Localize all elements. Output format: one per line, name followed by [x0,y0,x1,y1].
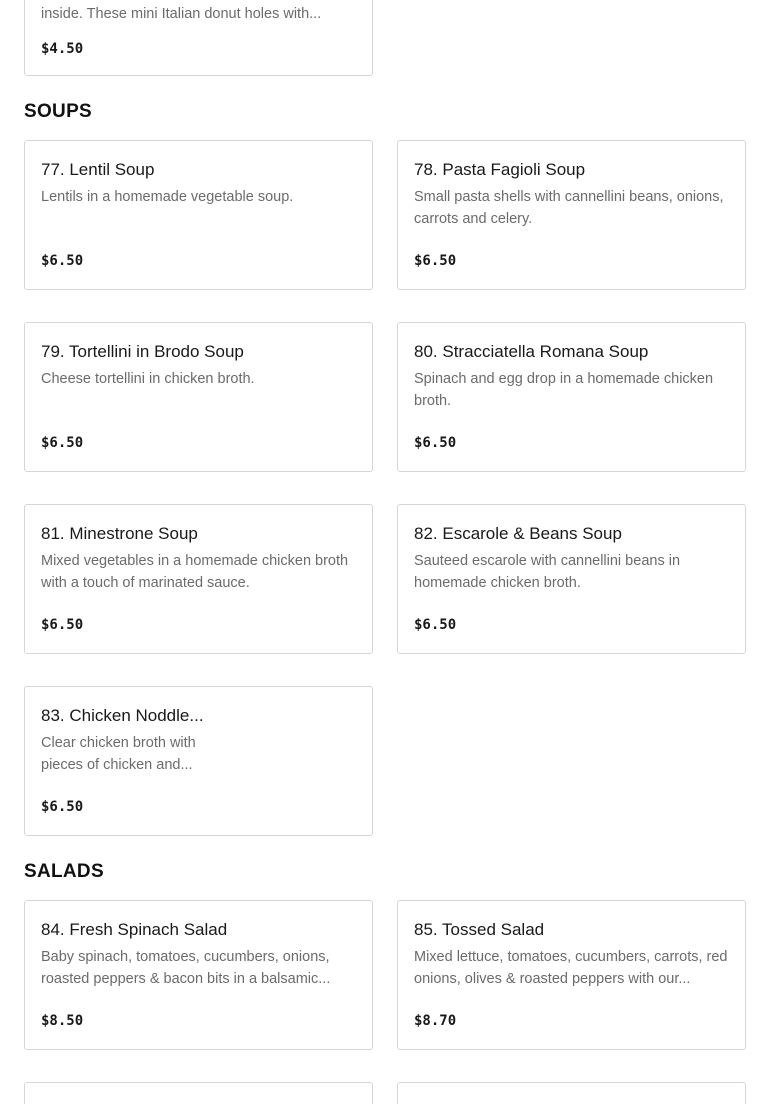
item-name: 81. Minestrone Soup [41,524,198,543]
item-name: 78. Pasta Fagioli Soup [414,160,586,179]
menu-item-card[interactable] [24,686,373,836]
menu-item-card[interactable] [24,1082,373,1104]
item-description-line: pieces of chicken and... [41,757,193,773]
item-name: 77. Lentil Soup [41,160,155,179]
item-name: 82. Escarole & Beans Soup [414,524,622,543]
menu-item-card[interactable] [397,900,746,1050]
item-price: $6.50 [41,435,84,451]
item-description: Small pasta shells with cannellini beans, onions, carrots and celery. [414,189,724,227]
item-price: $6.50 [41,799,84,815]
item-description: Baby spinach, tomatoes, cucumbers, onions, roasted peppers & bacon bits in a balsamic... [41,949,331,987]
item-description: Lentils in a homemade vegetable soup. [41,189,294,205]
menu-item-card[interactable] [397,322,746,472]
item-name: 84. Fresh Spinach Salad [41,920,228,939]
item-price: $4.50 [41,41,84,57]
item-description [41,732,356,776]
item-name: 85. Tossed Salad [414,920,545,939]
menu-item-card[interactable] [24,322,373,472]
item-name: 83. Chicken Noddle... [41,706,204,725]
item-price: $8.70 [414,1013,457,1029]
menu-item-card[interactable] [24,504,373,654]
item-description-line: Clear chicken broth with [41,735,196,751]
menu-item-card[interactable] [397,1082,746,1104]
section-title-soups: SOUPS [24,101,93,122]
item-price: $6.50 [41,253,84,269]
menu-item-card[interactable] [397,140,746,290]
item-price: $6.50 [41,617,84,633]
item-name: 79. Tortellini in Brodo Soup [41,342,244,361]
item-description: Mixed vegetables in a homemade chicken broth with a touch of marinated sauce. [41,553,349,591]
menu-item-card[interactable] [397,504,746,654]
item-description: Mixed lettuce, tomatoes, cucumbers, carrots, red onions, olives & roasted peppers with our... [414,949,728,987]
menu-item-card[interactable] [24,140,373,290]
item-name: 80. Stracciatella Romana Soup [414,342,649,361]
item-description: Cheese tortellini in chicken broth. [41,371,255,387]
item-description: Spinach and egg drop in a homemade chicken broth. [414,371,714,409]
item-price: $6.50 [414,617,457,633]
item-price: $6.50 [414,253,457,269]
item-price: $6.50 [414,435,457,451]
menu-item-card[interactable] [24,0,373,76]
item-description: Sauteed escarole with cannellini beans in homemade chicken broth. [414,553,681,591]
menu-item-card[interactable] [24,900,373,1050]
section-title-salads: SALADS [24,861,104,882]
item-price: $8.50 [41,1013,84,1029]
item-description: inside. These mini Italian donut holes with... [41,6,322,22]
